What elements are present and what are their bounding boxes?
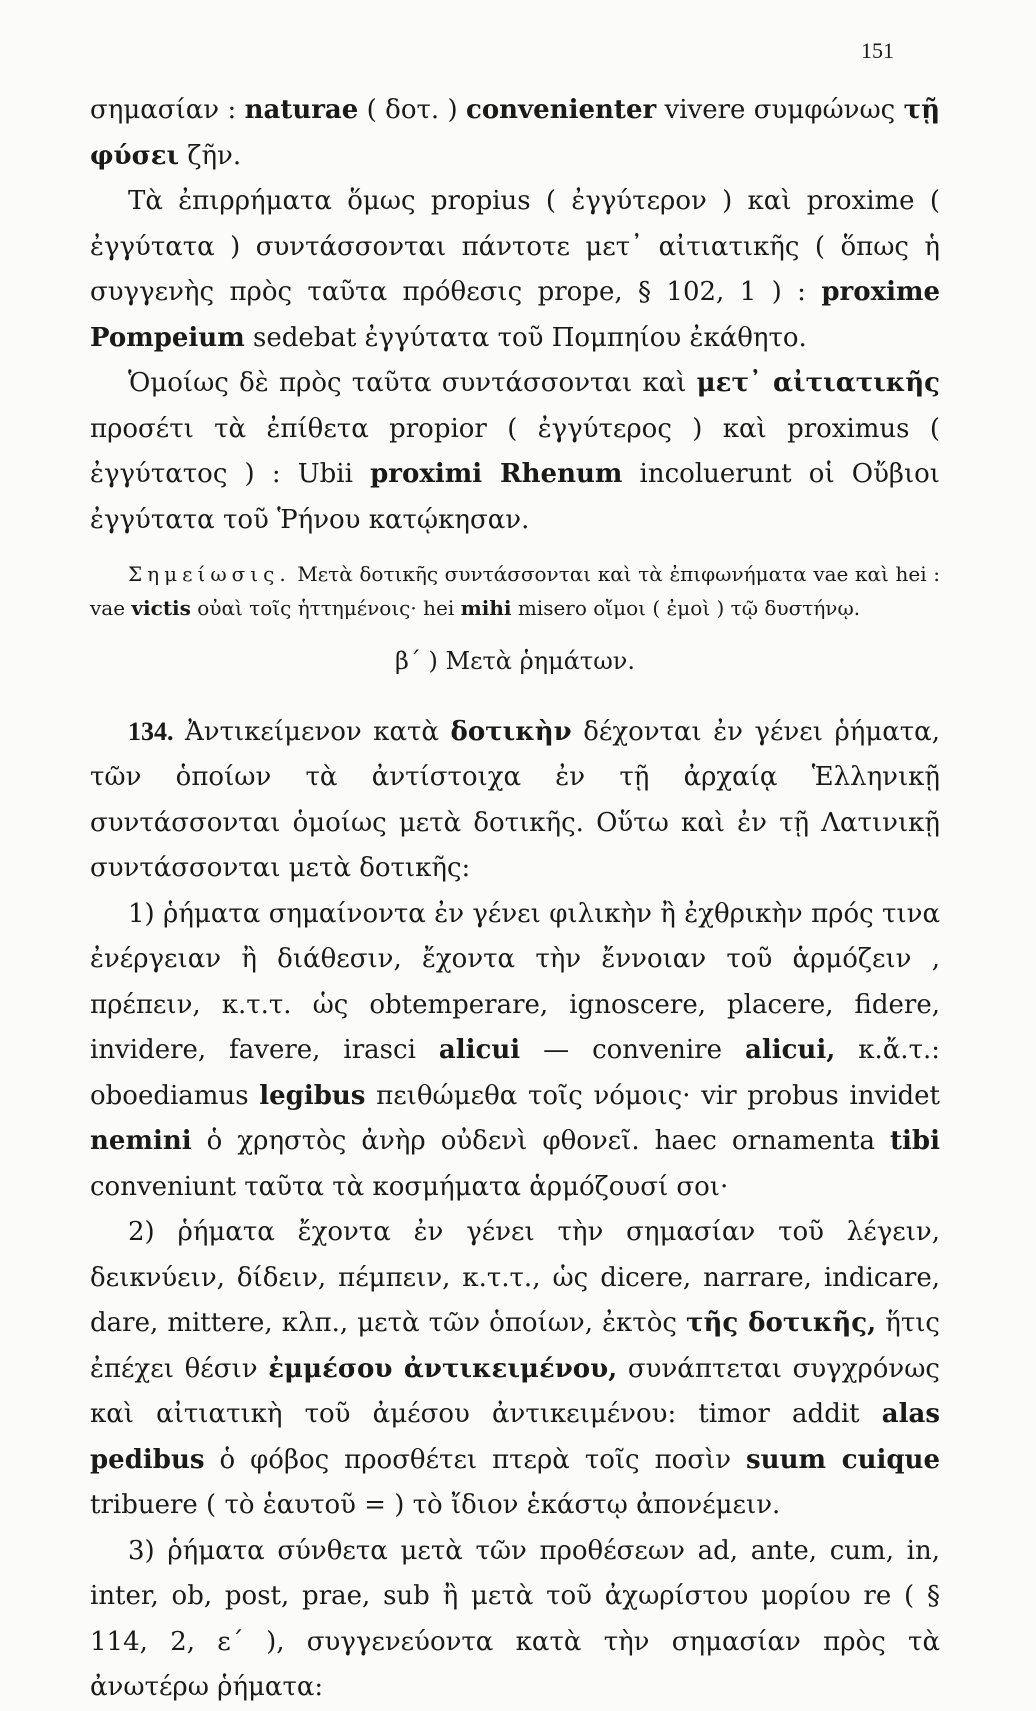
- paragraph-2: [90, 179, 940, 361]
- section-heading: β΄ ) Μετὰ ῥημάτων.: [395, 647, 635, 675]
- bold-run: τῆς δοτικῆς,: [686, 1308, 877, 1338]
- paragraph-3: [90, 361, 940, 543]
- paragraph-item-3: [90, 1529, 940, 1711]
- text-run: incoluerunt οἱ Οὔβιοι ἐγγύτατα τοῦ Ῥήνου κατῴκησαν.: [90, 459, 940, 535]
- text-run: προσέτι τὰ ἐπίθετα propior ( ἐγγύτερος ) καὶ proximus ( ἐγγύτατος ) : Ubii: [90, 413, 940, 489]
- paragraph-item-2: [90, 1210, 940, 1529]
- text-run: ὁ φόβος προσθέτει πτερὰ τοῖς ποσὶν: [204, 1444, 747, 1475]
- bold-run: proximi Rhenum: [370, 459, 623, 489]
- paragraph-item-1: [90, 892, 940, 1211]
- section-134-text: [90, 717, 940, 884]
- bold-run: nemini: [90, 1126, 192, 1156]
- text-run: σημασίαν :: [90, 95, 245, 125]
- bold-run: ἐμμέσου ἀντικειμένου,: [268, 1353, 618, 1384]
- text-run: πειθώμεθα τοῖς νόμοις· vir probus invidet: [365, 1080, 940, 1111]
- text-run: οὐαὶ τοῖς ἡττημένοις· hei: [190, 596, 461, 620]
- text-run: vivere συμφώνως: [656, 95, 904, 125]
- text-run: conveniunt ταῦτα τὰ κοσμήματα ἁρμόζουσί σοι·: [90, 1171, 729, 1202]
- bold-run: naturae: [244, 95, 359, 125]
- text-run: κ.ἄ.τ.: oboediamus: [90, 1035, 940, 1111]
- text-run: συνάπτεται συγχρόνως καὶ αἰτιατικὴ τοῦ ἀμέσου ἀντικειμένου: timor addit: [90, 1353, 940, 1429]
- text-run: ὁ χρηστὸς ἀνὴρ οὐδενὶ φθονεῖ. haec ornamenta: [191, 1126, 891, 1156]
- text-run: δέχονται ἐν γένει ῥήματα, τῶν ὁποίων τὰ ἀντίστοιχα ἐν τῇ ἀρχαίᾳ Ἑλληνικῇ συντάσσονται ὁμοίως μετὰ δοτικῆς. Οὕτω καὶ ἐν τῇ Λατινικῇ συντάσσονται μετὰ δοτικῆς:: [90, 716, 940, 883]
- page-number: 151: [861, 38, 894, 63]
- bold-run: victis: [131, 596, 191, 620]
- bold-run: legibus: [259, 1080, 366, 1111]
- text-run: 2) ῥήματα ἔχοντα ἐν γένει τὴν σημασίαν τοῦ λέγειν, δεικνύειν, δίδειν, πέμπειν, κ.τ.τ., ὡς dicere, narrare, indicare, dare, mittere, κλπ., μετὰ τῶν ὁποίων, ἐκτὸς: [90, 1217, 940, 1338]
- text-run: sedebat ἐγγύτατα τοῦ Πομπηίου ἐκάθητο.: [244, 322, 807, 353]
- bold-run: alicui: [438, 1035, 521, 1065]
- bold-run: mihi: [460, 596, 512, 620]
- text-run: Μετὰ δοτικῆς συντάσσονται καὶ τὰ ἐπιφωνήματα vae καὶ hei : vae: [90, 562, 940, 620]
- bold-run: alicui,: [744, 1035, 836, 1065]
- text-run: Τὰ ἐπιρρήματα ὅμως propius ( ἐγγύτερον ) καὶ proxime ( ἐγγύτατα ) συντάσσονται πάντοτε μετ᾽ αἰτιατικῆς ( ὅπως ἡ συγγενὴς πρὸς ταῦτα πρόθεσις prope, § 102, 1 ) :: [90, 186, 940, 307]
- page-body: [90, 88, 940, 1711]
- bold-run: suum cuique: [746, 1444, 940, 1475]
- text-run: Ὁμοίως δὲ πρὸς ταῦτα συντάσσονται καὶ: [128, 368, 697, 398]
- text-run: misero οἴμοι ( ἐμοὶ ) τῷ δυστήνῳ.: [511, 596, 861, 620]
- text-run: ζῆν.: [179, 140, 242, 171]
- bold-run: convenienter: [465, 95, 657, 125]
- text-run: — convenire: [520, 1035, 745, 1065]
- bold-run: proxime Pompeium: [90, 277, 940, 353]
- section-number: 134.: [128, 716, 174, 746]
- text-run: Ἀντικείμενον κατὰ: [173, 716, 451, 747]
- text-run: tribuere ( τὸ ἑαυτοῦ = ) τὸ ἴδιον ἑκάστῳ ἀπονέμειν.: [90, 1490, 781, 1520]
- bold-run: μετ᾽ αἰτιατικῆς: [696, 368, 940, 398]
- paragraph-1: [90, 88, 940, 179]
- text-run: 1) ῥήματα σημαίνοντα ἐν γένει φιλικὴν ἢ ἐχθρικὴν πρός τινα ἐνέργειαν ἢ διάθεσιν, ἔχοντα τὴν ἔννοιαν τοῦ ἁρμόζειν , πρέπειν, κ.τ.τ. ὡς obtemperare, ignoscere, placere, fidere, invidere, favere, irasci: [90, 898, 940, 1065]
- text-run: 3) ῥήματα σύνθετα μετὰ τῶν προθέσεων ad, ante, cum, in, inter, ob, post, prae, sub ἢ μετὰ τοῦ ἀχωρίστου μορίου re ( § 114, 2, ε΄ ), συγγενεύοντα κατὰ τὴν σημασίαν πρὸς τὰ ἀνωτέρω ῥήματα:: [90, 1535, 940, 1702]
- section-134-paragraph: [90, 709, 940, 892]
- bold-run: τῇ φύσει: [90, 95, 940, 171]
- bold-run: δοτικὴν: [450, 716, 572, 747]
- text-run: ( δοτ. ): [358, 95, 466, 125]
- note-label: Σημείωσις.: [128, 562, 291, 586]
- text-run: ἥτις ἐπέχει θέσιν: [90, 1308, 940, 1384]
- bold-run: alas pedibus: [90, 1399, 940, 1475]
- note-paragraph: [90, 557, 940, 625]
- bold-run: tibi: [890, 1126, 940, 1156]
